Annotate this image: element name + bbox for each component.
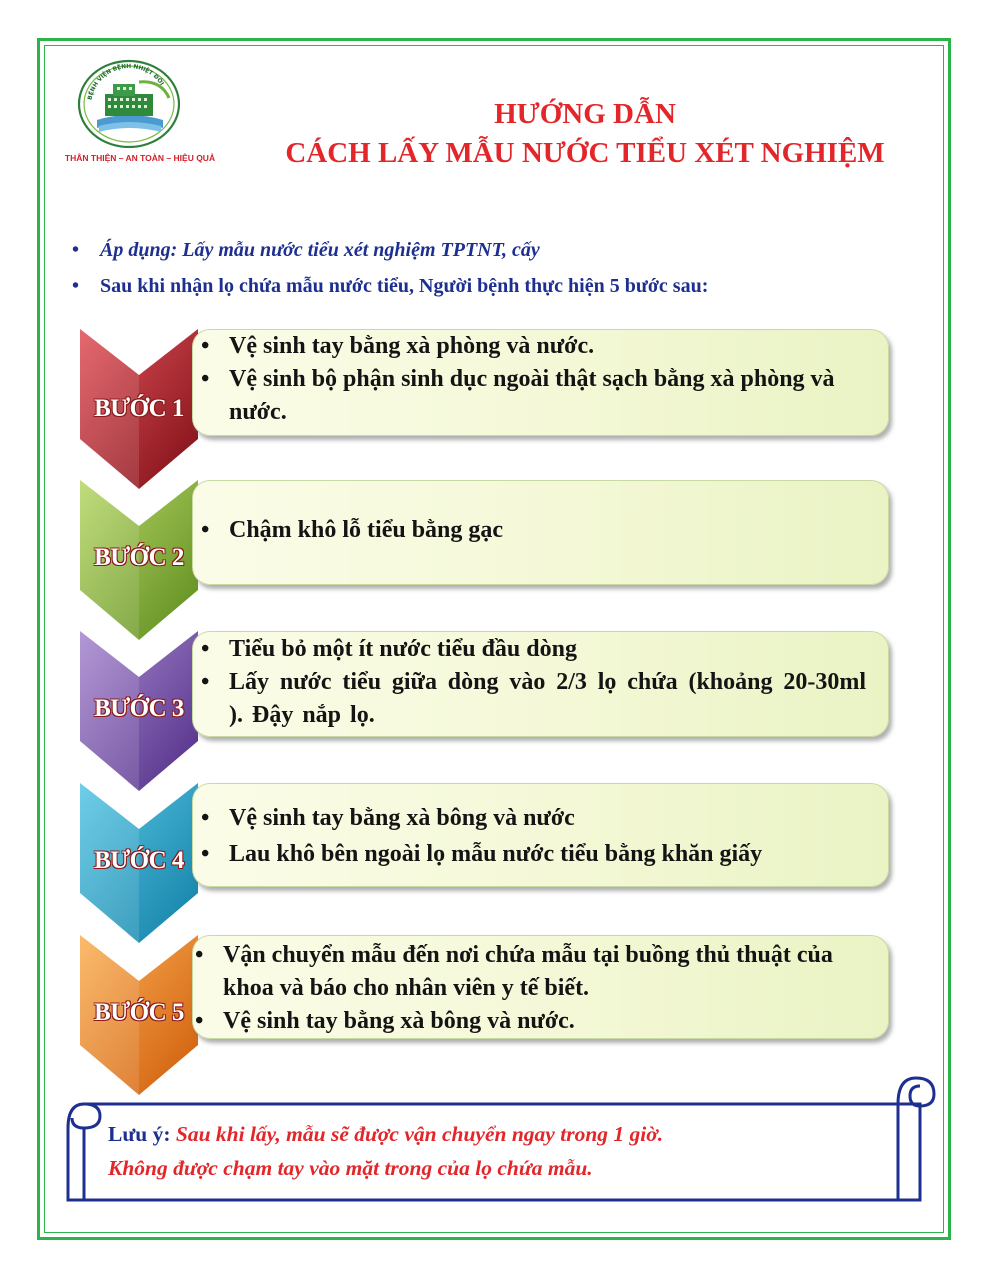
note-label: Lưu ý: (108, 1122, 171, 1146)
bullet-icon: • (201, 333, 210, 359)
step-item: • Vận chuyển mẫu đến nơi chứa mẫu tại buồng thủ thuật của khoa và báo cho nhân viên y tế biết. (187, 939, 848, 1005)
step-1-box (192, 329, 889, 436)
slogan: THÂN THIỆN – AN TOÀN – HIỆU QUẢ (64, 153, 216, 163)
page-title: HƯỚNG DẪN (494, 98, 676, 130)
step-1-label: BƯỚC 1 (94, 395, 184, 422)
step-item: • Lấy nước tiểu giữa dòng vào 2/3 lọ chứa (khoảng 20-30ml ). Đậy nắp lọ. (193, 666, 866, 732)
logo-text: BỆNH VIỆN BỆNH NHIỆT ĐỚI (87, 63, 165, 101)
note-line1: Sau khi lấy, mẫu sẽ được vận chuyển ngay trong 1 giờ. (175, 1122, 664, 1146)
step-item: • Vệ sinh tay bằng xà phòng và nước. (193, 330, 860, 363)
hospital-logo (77, 54, 181, 148)
bullet-icon: • (201, 366, 210, 392)
step-5-label: BƯỚC 5 (94, 999, 184, 1026)
bullet-icon: • (201, 805, 210, 831)
step-3-label: BƯỚC 3 (94, 695, 184, 722)
step-3-box (192, 631, 889, 737)
step-5-box (192, 935, 889, 1039)
page-subtitle: CÁCH LẤY MẪU NƯỚC TIỂU XÉT NGHIỆM (285, 137, 885, 169)
step-2-box (192, 480, 889, 585)
intro-list (70, 232, 930, 304)
step-item: • Vệ sinh tay bằng xà bông và nước (193, 800, 874, 836)
bullet-icon: • (201, 636, 210, 662)
bullet-icon: • (195, 1008, 204, 1034)
step-item: • Vệ sinh bộ phận sinh dục ngoài thật sạch bằng xà phòng và nước. (193, 363, 860, 429)
bullet-icon: • (201, 517, 210, 543)
bullet-icon: • (72, 239, 80, 261)
intro-item (70, 232, 930, 268)
bullet-icon: • (201, 841, 210, 867)
step-2-label: BƯỚC 2 (94, 544, 184, 571)
step-item: • Chậm khô lỗ tiểu bằng gạc (193, 514, 860, 547)
intro-text: Sau khi nhận lọ chứa mẫu nước tiểu, Người bệnh thực hiện 5 bước sau: (100, 275, 709, 297)
step-4-label: BƯỚC 4 (94, 847, 184, 874)
note-text (108, 1117, 908, 1185)
step-item: • Tiểu bỏ một ít nước tiểu đầu dòng (193, 633, 866, 666)
bullet-icon: • (72, 275, 80, 297)
note-line2: Không được chạm tay vào mặt trong của lọ chứa mẫu. (108, 1156, 593, 1180)
step-item: • Vệ sinh tay bằng xà bông và nước. (187, 1005, 848, 1038)
intro-text: Áp dụng: Lấy mẫu nước tiểu xét nghiệm TPTNT, cấy (100, 239, 540, 261)
bullet-icon: • (201, 669, 210, 695)
step-4-box (192, 783, 889, 887)
step-item: • Lau khô bên ngoài lọ mẫu nước tiểu bằng khăn giấy (193, 836, 874, 872)
bullet-icon: • (195, 942, 204, 968)
intro-item (70, 268, 930, 304)
